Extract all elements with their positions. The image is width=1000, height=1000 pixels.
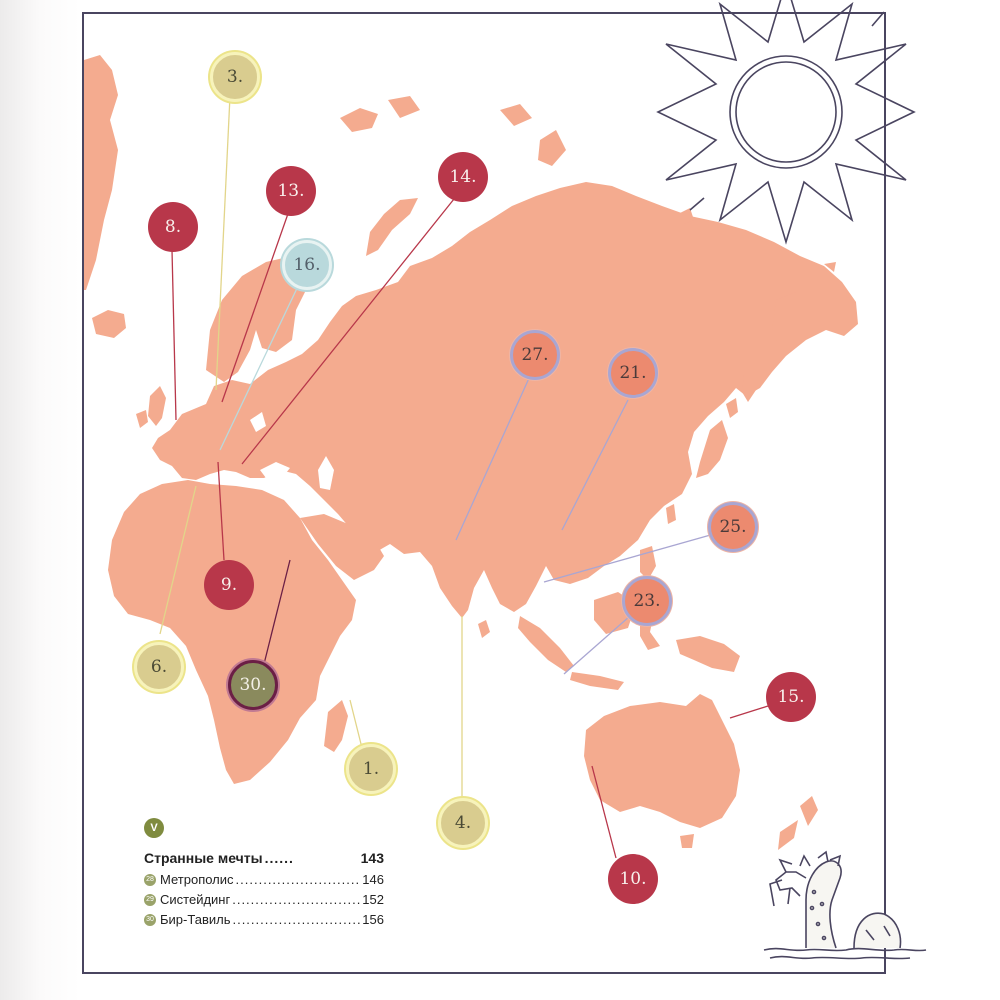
section-heading[interactable] (144, 850, 384, 866)
item-title: Бир-Тавиль (160, 912, 231, 927)
greenland (84, 55, 118, 290)
british-isles (136, 386, 166, 428)
item-page: 156 (362, 912, 384, 927)
legend-item[interactable] (144, 912, 384, 927)
tasmania (680, 834, 694, 848)
item-page: 152 (362, 892, 384, 907)
madagascar (324, 700, 348, 752)
leader-dots (232, 912, 360, 927)
marker-9[interactable]: 9. (204, 560, 254, 610)
marker-25[interactable]: 25. (708, 502, 758, 552)
marker-10[interactable]: 10. (608, 854, 658, 904)
marker-30[interactable]: 30. (228, 660, 278, 710)
marker-27[interactable]: 27. (510, 330, 560, 380)
section-page: 143 (360, 850, 384, 866)
marker-1[interactable]: 1. (346, 744, 396, 794)
marker-13[interactable]: 13. (266, 166, 316, 216)
novaya-zemlya (366, 198, 418, 256)
item-number-badge: 28 (144, 874, 156, 886)
section-badge: V (144, 818, 164, 838)
iceland (92, 310, 126, 338)
sri-lanka (478, 620, 490, 638)
legend-item[interactable] (144, 892, 384, 907)
item-number-badge: 30 (144, 914, 156, 926)
chapter-legend (144, 818, 384, 932)
marker-14[interactable]: 14. (438, 152, 488, 202)
item-title: Метрополис (160, 872, 234, 887)
marker-21[interactable]: 21. (608, 348, 658, 398)
marker-4[interactable]: 4. (438, 798, 488, 848)
leader-dots (232, 892, 360, 907)
marker-6[interactable]: 6. (134, 642, 184, 692)
marker-16[interactable]: 16. (282, 240, 332, 290)
new-guinea (676, 636, 740, 672)
marker-15[interactable]: 15. (766, 672, 816, 722)
sea-serpent-illustration (764, 852, 926, 959)
leader-dots (265, 850, 359, 866)
marker-3[interactable]: 3. (210, 52, 260, 102)
new-zealand (778, 796, 818, 850)
sun-illustration (658, 0, 914, 242)
marker-8[interactable]: 8. (148, 202, 198, 252)
taiwan (666, 504, 676, 524)
item-page: 146 (362, 872, 384, 887)
leader-dots (236, 872, 361, 887)
item-number-badge: 29 (144, 894, 156, 906)
legend-item[interactable] (144, 872, 384, 887)
section-title: Странные мечты (144, 850, 263, 866)
marker-23[interactable]: 23. (622, 576, 672, 626)
australia (584, 694, 740, 828)
item-title: Систейдинг (160, 892, 231, 907)
